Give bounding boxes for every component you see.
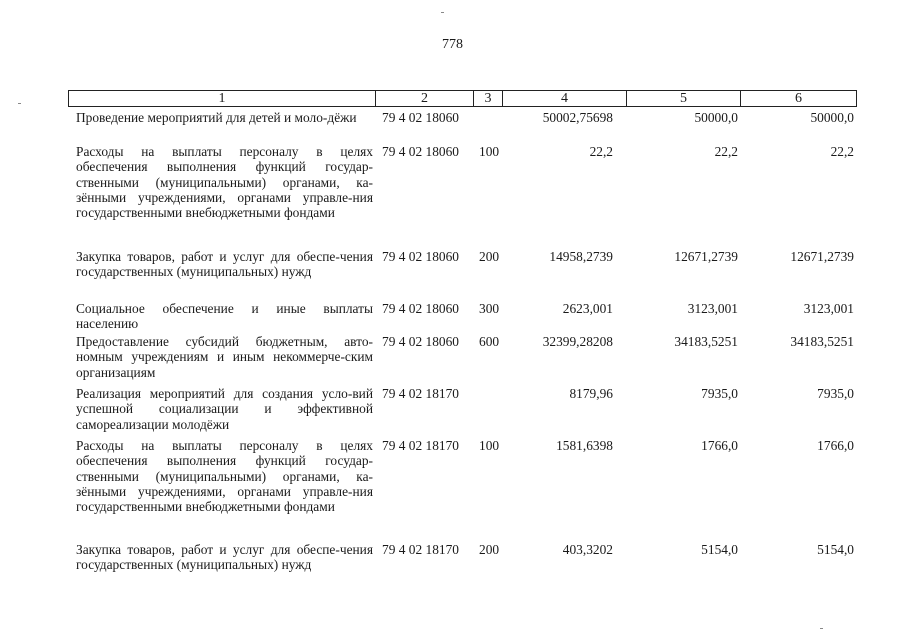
scan-mark: [441, 12, 444, 13]
column-header-4: 4: [503, 91, 627, 106]
row-target-code: 79 4 02 18060: [382, 249, 459, 264]
row-value-col5: 34183,5251: [674, 334, 738, 349]
table-header-row: [68, 90, 857, 107]
row-target-code: 79 4 02 18170: [382, 386, 459, 401]
scan-mark: [18, 103, 21, 104]
row-value-col5: 12671,2739: [674, 249, 738, 264]
row-target-code: 79 4 02 18170: [382, 438, 459, 453]
column-header-1: 1: [69, 91, 376, 106]
row-expense-type: 200: [479, 542, 500, 557]
row-expense-type: 100: [479, 144, 500, 159]
row-description: Расходы на выплаты персоналу в целях обеспечения выполнения функций государ-ственными (муниципальными) органами, ка-зёнными учреждениями, органами управле-ния государственными внебюджетными фондами: [76, 144, 373, 221]
column-header-3: 3: [474, 91, 503, 106]
row-description: Социальное обеспечение и иные выплаты населению: [76, 301, 373, 332]
scan-mark: [820, 628, 823, 629]
row-expense-type: 200: [479, 249, 500, 264]
page-number: 778: [442, 37, 463, 52]
row-value-col6: 5154,0: [817, 542, 854, 557]
row-expense-type: 300: [479, 301, 500, 316]
row-value-col4: 8179,96: [569, 386, 613, 401]
row-value-col5: 3123,001: [687, 301, 738, 316]
row-value-col6: 1766,0: [817, 438, 854, 453]
row-value-col6: 22,2: [830, 144, 854, 159]
row-value-col5: 22,2: [714, 144, 738, 159]
row-target-code: 79 4 02 18060: [382, 110, 459, 125]
row-value-col5: 1766,0: [701, 438, 738, 453]
row-value-col6: 34183,5251: [790, 334, 854, 349]
row-expense-type: 100: [479, 438, 500, 453]
row-value-col6: 50000,0: [810, 110, 854, 125]
column-header-2: 2: [376, 91, 474, 106]
row-target-code: 79 4 02 18060: [382, 144, 459, 159]
row-description: Закупка товаров, работ и услуг для обеспе-чения государственных (муниципальных) нужд: [76, 249, 373, 280]
row-description: Закупка товаров, работ и услуг для обеспе-чения государственных (муниципальных) нужд: [76, 542, 373, 573]
row-value-col5: 5154,0: [701, 542, 738, 557]
row-value-col4: 1581,6398: [556, 438, 613, 453]
column-header-5: 5: [627, 91, 741, 106]
row-value-col6: 12671,2739: [790, 249, 854, 264]
row-value-col6: 3123,001: [803, 301, 854, 316]
row-value-col4: 403,3202: [562, 542, 613, 557]
row-target-code: 79 4 02 18060: [382, 301, 459, 316]
row-description: Расходы на выплаты персоналу в целях обеспечения выполнения функций государ-ственными (муниципальными) органами, ка-зёнными учреждениями, органами управле-ния государственными внебюджетными фондами: [76, 438, 373, 515]
row-value-col4: 2623,001: [562, 301, 613, 316]
row-value-col4: 14958,2739: [549, 249, 613, 264]
row-expense-type: 600: [479, 334, 500, 349]
row-description: Предоставление субсидий бюджетным, авто-номным учреждениям и иным некоммерче-ским организациям: [76, 334, 373, 380]
row-target-code: 79 4 02 18060: [382, 334, 459, 349]
row-value-col5: 7935,0: [701, 386, 738, 401]
row-value-col4: 22,2: [589, 144, 613, 159]
row-description: Проведение мероприятий для детей и моло-дёжи: [76, 110, 357, 125]
row-value-col4: 32399,28208: [542, 334, 613, 349]
column-header-6: 6: [795, 91, 802, 106]
row-target-code: 79 4 02 18170: [382, 542, 459, 557]
row-value-col6: 7935,0: [817, 386, 854, 401]
row-value-col4: 50002,75698: [542, 110, 613, 125]
row-value-col5: 50000,0: [694, 110, 738, 125]
row-description: Реализация мероприятий для создания усло-вий успешной социализации и эффективной самореализации молодёжи: [76, 386, 373, 432]
